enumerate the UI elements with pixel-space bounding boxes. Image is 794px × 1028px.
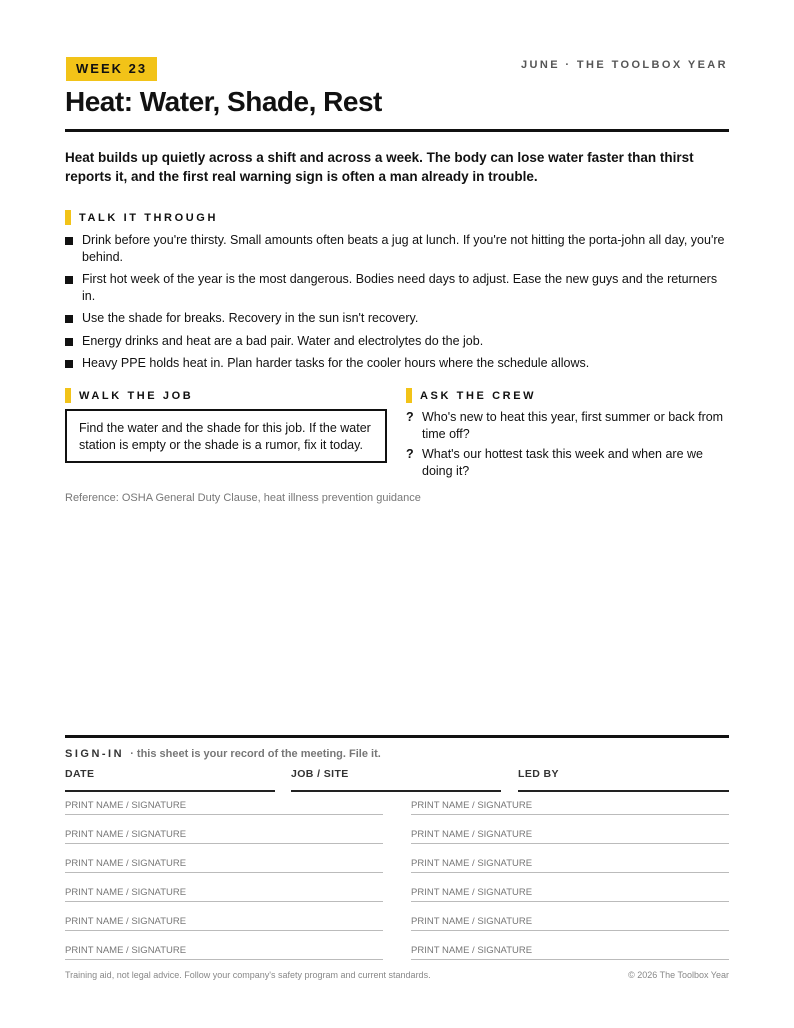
talk-item-text: Energy drinks and heat are a bad pair. Water and electrolytes do the job. bbox=[82, 333, 484, 348]
led-by-field-label: LED BY bbox=[518, 768, 559, 780]
ask-item-text: What's our hottest task this week and when are we doing it? bbox=[422, 447, 703, 478]
signature-line[interactable] bbox=[65, 916, 383, 931]
signature-line-label: PRINT NAME / SIGNATURE bbox=[411, 800, 533, 811]
signature-line[interactable] bbox=[411, 829, 729, 844]
talk-item-text: Heavy PPE holds heat in. Plan harder tasks for the cooler hours where the schedule allows. bbox=[82, 356, 590, 370]
signin-divider bbox=[65, 735, 729, 738]
signature-line[interactable] bbox=[411, 800, 729, 815]
signature-line-label: PRINT NAME / SIGNATURE bbox=[65, 887, 187, 898]
signature-line[interactable] bbox=[65, 945, 383, 960]
signature-line[interactable] bbox=[65, 829, 383, 844]
walk-the-job-box: Find the water and the shade for this job. If the water station is empty or the shade is a rumor, fix it today. bbox=[65, 409, 387, 463]
page-title: Heat: Water, Shade, Rest bbox=[65, 86, 382, 117]
signature-line[interactable] bbox=[65, 887, 383, 902]
signature-line-label: PRINT NAME / SIGNATURE bbox=[411, 829, 533, 840]
signature-line-label: PRINT NAME / SIGNATURE bbox=[65, 945, 187, 956]
talk-item-text: First hot week of the year is the most dangerous. Bodies need days to adjust. Ease the new guys and the returners in. bbox=[82, 272, 718, 303]
talk-item bbox=[65, 310, 729, 327]
series-label: JUNE · THE TOOLBOX YEAR bbox=[521, 59, 728, 71]
job-site-field[interactable] bbox=[291, 768, 501, 792]
talk-item bbox=[65, 232, 729, 265]
reference-note: Reference: OSHA General Duty Clause, heat illness prevention guidance bbox=[65, 492, 421, 504]
section-heading-ask: ASK THE CREW bbox=[406, 389, 536, 403]
signature-line-label: PRINT NAME / SIGNATURE bbox=[411, 887, 533, 898]
signature-line-label: PRINT NAME / SIGNATURE bbox=[65, 800, 187, 811]
section-heading-walk: WALK THE JOB bbox=[65, 389, 193, 403]
title-divider bbox=[65, 129, 729, 132]
talk-item bbox=[65, 271, 729, 304]
signature-line[interactable] bbox=[411, 858, 729, 873]
signature-line[interactable] bbox=[411, 916, 729, 931]
date-field[interactable] bbox=[65, 768, 275, 792]
talk-list bbox=[65, 232, 729, 378]
question-mark-icon: ? bbox=[406, 410, 414, 424]
ask-list bbox=[406, 409, 729, 483]
date-field-label: DATE bbox=[65, 768, 95, 780]
square-bullet-icon bbox=[65, 276, 73, 284]
signature-line[interactable] bbox=[411, 945, 729, 960]
section-heading-talk: TALK IT THROUGH bbox=[65, 211, 218, 225]
ask-item-text: Who's new to heat this year, first summer or back from time off? bbox=[422, 410, 724, 441]
talk-item bbox=[65, 333, 729, 350]
signin-heading bbox=[65, 748, 381, 760]
signature-line-label: PRINT NAME / SIGNATURE bbox=[65, 916, 187, 927]
footer-copyright: © 2026 The Toolbox Year bbox=[628, 970, 729, 980]
square-bullet-icon bbox=[65, 315, 73, 323]
square-bullet-icon bbox=[65, 360, 73, 368]
ask-item bbox=[406, 446, 729, 479]
signature-line-label: PRINT NAME / SIGNATURE bbox=[411, 945, 533, 956]
question-mark-icon: ? bbox=[406, 447, 414, 461]
ask-item bbox=[406, 409, 729, 442]
talk-item-text: Use the shade for breaks. Recovery in the sun isn't recovery. bbox=[82, 311, 419, 325]
intro-paragraph: Heat builds up quietly across a shift and across a week. The body can lose water faster than thirst reports it, and the first real warning sign is often a man already in trouble. bbox=[65, 150, 694, 184]
square-bullet-icon bbox=[65, 338, 73, 346]
signin-note: · this sheet is your record of the meeting. File it. bbox=[130, 748, 381, 760]
square-bullet-icon bbox=[65, 237, 73, 245]
signature-line[interactable] bbox=[65, 800, 383, 815]
signature-line-label: PRINT NAME / SIGNATURE bbox=[65, 829, 187, 840]
talk-item-text: Drink before you're thirsty. Small amounts often beats a jug at lunch. If you're not hitting the porta-john all day, you're behind. bbox=[82, 233, 725, 264]
signin-label: SIGN-IN bbox=[65, 748, 125, 760]
signature-line-label: PRINT NAME / SIGNATURE bbox=[411, 858, 533, 869]
signature-line-label: PRINT NAME / SIGNATURE bbox=[411, 916, 533, 927]
week-badge: WEEK 23 bbox=[66, 57, 157, 81]
led-by-field[interactable] bbox=[518, 768, 729, 792]
signature-line[interactable] bbox=[65, 858, 383, 873]
footer-disclaimer: Training aid, not legal advice. Follow your company's safety program and current standards. bbox=[65, 970, 431, 980]
signature-line-label: PRINT NAME / SIGNATURE bbox=[65, 858, 187, 869]
signature-line[interactable] bbox=[411, 887, 729, 902]
job-site-field-label: JOB / SITE bbox=[291, 768, 349, 780]
talk-item bbox=[65, 355, 729, 372]
